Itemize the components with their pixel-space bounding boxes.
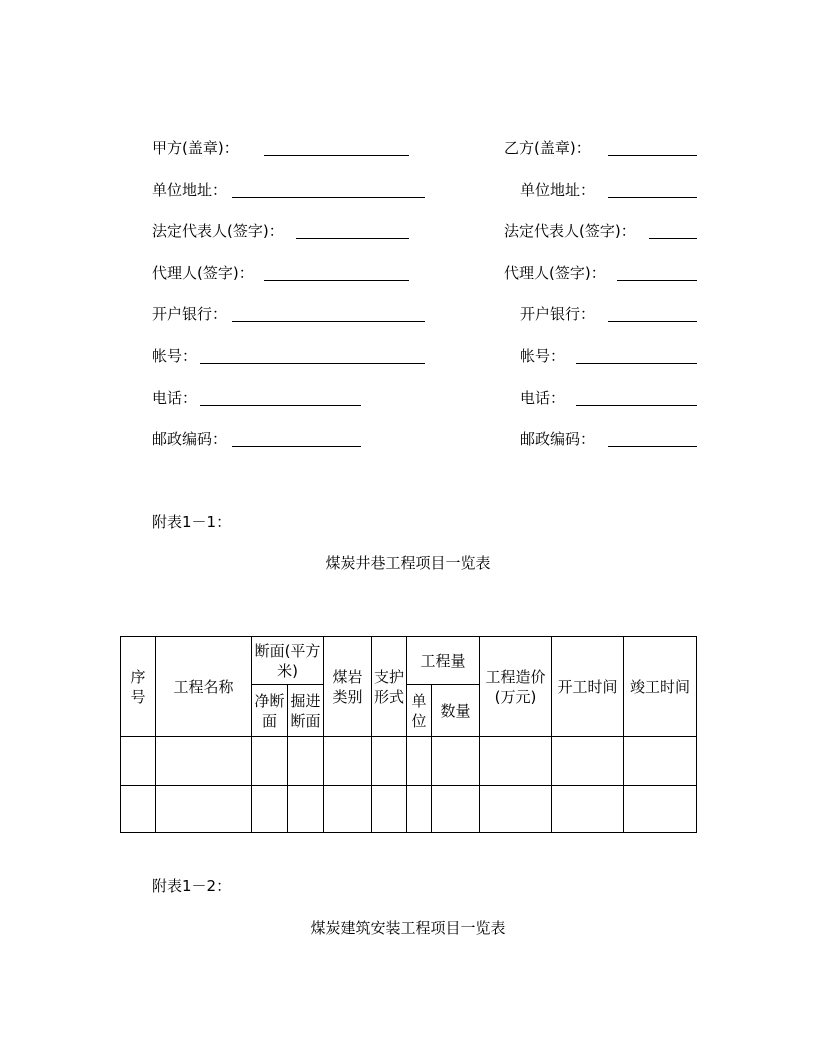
- header-net-section: 净断面: [252, 685, 288, 737]
- cell-amount[interactable]: [432, 786, 480, 833]
- cell-seq[interactable]: [121, 786, 156, 833]
- cell-unit[interactable]: [407, 786, 432, 833]
- cell-finish[interactable]: [624, 786, 697, 833]
- cell-start[interactable]: [552, 786, 624, 833]
- party-b-postcode-line[interactable]: [608, 446, 697, 447]
- party-a-agent-label: 代理人(签字)：: [152, 264, 254, 282]
- party-a-postcode-line[interactable]: [232, 446, 361, 447]
- party-b-legal-rep-label: 法定代表人(签字)：: [504, 222, 636, 240]
- cell-amount[interactable]: [432, 737, 480, 786]
- header-section: 断面(平方米): [252, 637, 324, 685]
- header-unit: 单位: [407, 685, 432, 737]
- party-a-account-line[interactable]: [200, 363, 425, 364]
- party-a-account-label: 帐号：: [152, 347, 198, 365]
- party-b-agent-line[interactable]: [617, 280, 697, 281]
- party-a-address-label: 单位地址：: [152, 181, 228, 199]
- cell-unit[interactable]: [407, 737, 432, 786]
- appendix-2-title: 煤炭建筑安装工程项目一览表: [310, 919, 506, 937]
- table-row: [121, 737, 697, 786]
- party-b-seal-label: 乙方(盖章)：: [504, 139, 591, 157]
- cell-name[interactable]: [156, 737, 252, 786]
- header-finish: 竣工时间: [624, 637, 697, 737]
- party-b-agent-label: 代理人(签字)：: [504, 264, 606, 282]
- party-b-bank-line[interactable]: [608, 321, 697, 322]
- party-b-bank-label: 开户银行：: [520, 305, 596, 323]
- header-seq: 序号: [121, 637, 156, 737]
- party-a-address-line[interactable]: [232, 197, 425, 198]
- party-b-phone-line[interactable]: [576, 405, 697, 406]
- party-a-legal-rep-line[interactable]: [296, 238, 409, 239]
- party-a-legal-rep-label: 法定代表人(签字)：: [152, 222, 284, 240]
- header-start: 开工时间: [552, 637, 624, 737]
- party-a-phone-line[interactable]: [200, 405, 361, 406]
- header-dig-section: 掘进断面: [288, 685, 324, 737]
- cell-seq[interactable]: [121, 737, 156, 786]
- cell-start[interactable]: [552, 737, 624, 786]
- party-a-bank-label: 开户银行：: [152, 305, 228, 323]
- party-a-phone-label: 电话：: [152, 389, 198, 407]
- cell-dig-section[interactable]: [288, 737, 324, 786]
- cell-support[interactable]: [372, 737, 407, 786]
- cell-rock[interactable]: [324, 737, 372, 786]
- party-a-seal-label: 甲方(盖章)：: [152, 139, 239, 157]
- party-b-address-label: 单位地址：: [520, 181, 596, 199]
- appendix-1-label: 附表1－1：: [152, 513, 232, 531]
- party-b-legal-rep-line[interactable]: [649, 238, 697, 239]
- cell-rock[interactable]: [324, 786, 372, 833]
- party-b-address-line[interactable]: [608, 197, 697, 198]
- appendix-2-label: 附表1－2：: [152, 877, 232, 895]
- cell-cost[interactable]: [480, 737, 552, 786]
- header-support: 支护形式: [372, 637, 407, 737]
- header-row-1: [121, 637, 697, 685]
- cell-support[interactable]: [372, 786, 407, 833]
- party-a-agent-line[interactable]: [264, 280, 409, 281]
- cell-cost[interactable]: [480, 786, 552, 833]
- cell-name[interactable]: [156, 786, 252, 833]
- party-a-postcode-label: 邮政编码：: [152, 430, 228, 448]
- cell-finish[interactable]: [624, 737, 697, 786]
- party-a-seal-line[interactable]: [264, 155, 409, 156]
- party-b-phone-label: 电话：: [520, 389, 566, 407]
- party-b-seal-line[interactable]: [608, 155, 697, 156]
- header-name: 工程名称: [156, 637, 252, 737]
- header-cost: 工程造价(万元): [480, 637, 552, 737]
- cell-net-section[interactable]: [252, 737, 288, 786]
- cell-net-section[interactable]: [252, 786, 288, 833]
- header-rock: 煤岩类别: [324, 637, 372, 737]
- mine-project-table: [120, 636, 697, 833]
- party-a-bank-line[interactable]: [232, 321, 425, 322]
- header-quantity: 工程量: [407, 637, 480, 685]
- party-b-postcode-label: 邮政编码：: [520, 430, 596, 448]
- appendix-1-title: 煤炭井巷工程项目一览表: [325, 554, 491, 572]
- party-b-account-label: 帐号：: [520, 347, 566, 365]
- party-b-account-line[interactable]: [576, 363, 697, 364]
- cell-dig-section[interactable]: [288, 786, 324, 833]
- header-amount: 数量: [432, 685, 480, 737]
- table-row: [121, 786, 697, 833]
